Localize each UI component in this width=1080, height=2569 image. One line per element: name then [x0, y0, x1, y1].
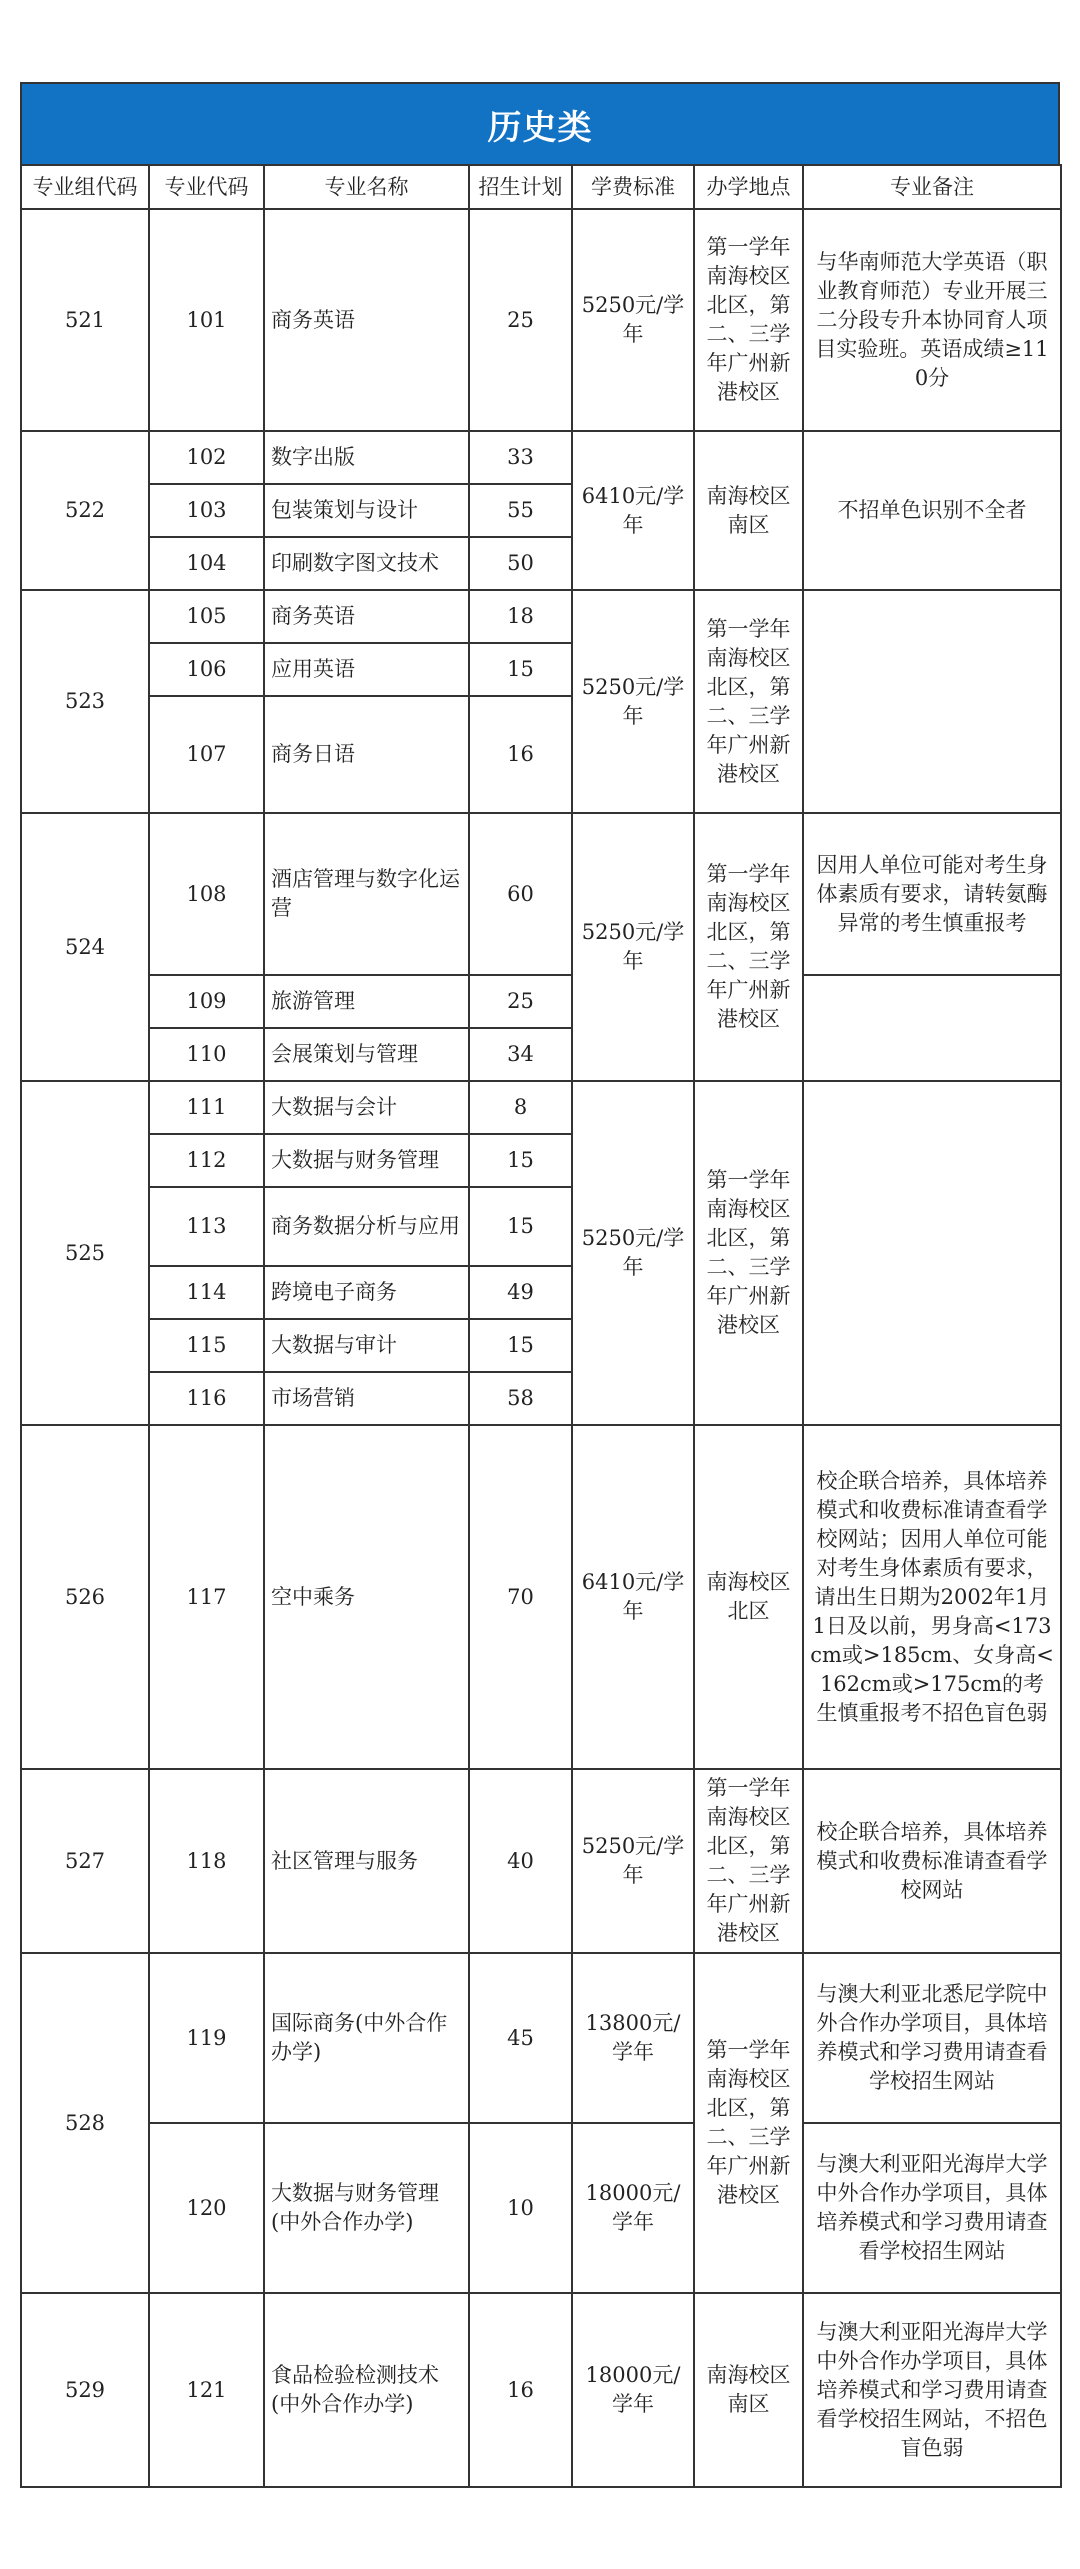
notes-cell: 与华南师范大学英语（职业教育师范）专业开展三二分段专升本协同育人项目实验班。英语成绩≥110分 [803, 209, 1061, 431]
major-name-cell: 大数据与审计 [264, 1319, 469, 1372]
plan-cell: 58 [469, 1372, 572, 1425]
plan-cell: 8 [469, 1081, 572, 1134]
major-code-cell: 116 [149, 1372, 264, 1425]
major-code-cell: 118 [149, 1769, 264, 1953]
group-code-cell: 525 [21, 1081, 149, 1425]
major-code-cell: 112 [149, 1134, 264, 1187]
major-code-cell: 117 [149, 1425, 264, 1769]
group-code-cell: 527 [21, 1769, 149, 1953]
plan-cell: 40 [469, 1769, 572, 1953]
plan-cell: 25 [469, 975, 572, 1028]
table-row [21, 813, 1061, 975]
major-name-cell: 商务日语 [264, 696, 469, 813]
location-cell: 南海校区南区 [694, 431, 803, 590]
major-code-cell: 114 [149, 1266, 264, 1319]
plan-cell: 15 [469, 1134, 572, 1187]
major-code-cell: 101 [149, 209, 264, 431]
major-code-cell: 104 [149, 537, 264, 590]
fee-cell: 18000元/学年 [572, 2293, 694, 2487]
fee-cell: 6410元/学年 [572, 1425, 694, 1769]
fee-cell: 5250元/学年 [572, 209, 694, 431]
major-name-cell: 商务英语 [264, 209, 469, 431]
table-row [21, 209, 1061, 431]
major-code-cell: 108 [149, 813, 264, 975]
header-group-code: 专业组代码 [21, 165, 149, 209]
major-name-cell: 数字出版 [264, 431, 469, 484]
plan-cell: 25 [469, 209, 572, 431]
major-code-cell: 110 [149, 1028, 264, 1081]
major-name-cell: 会展策划与管理 [264, 1028, 469, 1081]
notes-cell [803, 590, 1061, 813]
plan-cell: 16 [469, 2293, 572, 2487]
plan-cell: 55 [469, 484, 572, 537]
plan-cell: 45 [469, 1953, 572, 2123]
table-row [21, 1425, 1061, 1769]
table-title: 历史类 [487, 107, 593, 148]
fee-cell: 5250元/学年 [572, 1769, 694, 1953]
table-row [21, 431, 1061, 484]
header-row [21, 165, 1061, 209]
major-name-cell: 印刷数字图文技术 [264, 537, 469, 590]
notes-cell: 校企联合培养，具体培养模式和收费标准请查看学校网站 [803, 1769, 1061, 1953]
notes-cell: 与澳大利亚阳光海岸大学中外合作办学项目，具体培养模式和学习费用请查看学校招生网站，不招色盲色弱 [803, 2293, 1061, 2487]
major-name-cell: 商务英语 [264, 590, 469, 643]
header-major-code: 专业代码 [149, 165, 264, 209]
major-code-cell: 106 [149, 643, 264, 696]
table-row [21, 590, 1061, 643]
location-cell: 第一学年南海校区北区，第二、三学年广州新港校区 [694, 590, 803, 813]
location-cell: 第一学年南海校区北区，第二、三学年广州新港校区 [694, 813, 803, 1081]
major-name-cell: 旅游管理 [264, 975, 469, 1028]
plan-cell: 70 [469, 1425, 572, 1769]
major-code-cell: 103 [149, 484, 264, 537]
fee-cell: 18000元/学年 [572, 2123, 694, 2293]
major-code-cell: 105 [149, 590, 264, 643]
major-code-cell: 113 [149, 1187, 264, 1266]
header-location: 办学地点 [694, 165, 803, 209]
major-name-cell: 商务数据分析与应用 [264, 1187, 469, 1266]
group-code-cell: 528 [21, 1953, 149, 2293]
major-name-cell: 市场营销 [264, 1372, 469, 1425]
header-notes: 专业备注 [803, 165, 1061, 209]
plan-cell: 15 [469, 1319, 572, 1372]
notes-cell: 因用人单位可能对考生身体素质有要求，请转氨酶异常的考生慎重报考 [803, 813, 1061, 975]
group-code-cell: 521 [21, 209, 149, 431]
plan-cell: 50 [469, 537, 572, 590]
table-row [21, 1081, 1061, 1134]
notes-cell: 与澳大利亚北悉尼学院中外合作办学项目，具体培养模式和学习费用请查看学校招生网站 [803, 1953, 1061, 2123]
major-name-cell: 食品检验检测技术(中外合作办学) [264, 2293, 469, 2487]
plan-cell: 33 [469, 431, 572, 484]
table-body [21, 209, 1061, 2487]
group-code-cell: 523 [21, 590, 149, 813]
notes-cell: 与澳大利亚阳光海岸大学中外合作办学项目，具体培养模式和学习费用请查看学校招生网站 [803, 2123, 1061, 2293]
major-code-cell: 115 [149, 1319, 264, 1372]
major-code-cell: 102 [149, 431, 264, 484]
plan-cell: 18 [469, 590, 572, 643]
admission-table-container [20, 82, 1060, 2488]
table-row [21, 2123, 1061, 2293]
fee-cell: 5250元/学年 [572, 590, 694, 813]
notes-cell [803, 975, 1061, 1081]
major-name-cell: 国际商务(中外合作办学) [264, 1953, 469, 2123]
notes-cell: 不招单色识别不全者 [803, 431, 1061, 590]
major-name-cell: 包装策划与设计 [264, 484, 469, 537]
notes-cell [803, 1081, 1061, 1425]
fee-cell: 5250元/学年 [572, 1081, 694, 1425]
major-code-cell: 119 [149, 1953, 264, 2123]
group-code-cell: 522 [21, 431, 149, 590]
plan-cell: 10 [469, 2123, 572, 2293]
plan-cell: 15 [469, 643, 572, 696]
group-code-cell: 529 [21, 2293, 149, 2487]
location-cell: 南海校区北区 [694, 1425, 803, 1769]
header-plan: 招生计划 [469, 165, 572, 209]
major-name-cell: 跨境电子商务 [264, 1266, 469, 1319]
table-row [21, 975, 1061, 1028]
location-cell: 第一学年南海校区北区，第二、三学年广州新港校区 [694, 209, 803, 431]
fee-cell: 5250元/学年 [572, 813, 694, 1081]
plan-cell: 60 [469, 813, 572, 975]
major-name-cell: 酒店管理与数字化运营 [264, 813, 469, 975]
plan-cell: 34 [469, 1028, 572, 1081]
major-code-cell: 109 [149, 975, 264, 1028]
table-row [21, 1769, 1061, 1953]
major-name-cell: 大数据与财务管理(中外合作办学) [264, 2123, 469, 2293]
plan-cell: 49 [469, 1266, 572, 1319]
table-row [21, 2293, 1061, 2487]
plan-cell: 15 [469, 1187, 572, 1266]
table-title-bar [20, 82, 1060, 164]
location-cell: 南海校区南区 [694, 2293, 803, 2487]
major-name-cell: 应用英语 [264, 643, 469, 696]
major-code-cell: 120 [149, 2123, 264, 2293]
major-code-cell: 107 [149, 696, 264, 813]
location-cell: 第一学年南海校区北区，第二、三学年广州新港校区 [694, 1953, 803, 2293]
location-cell: 第一学年南海校区北区，第二、三学年广州新港校区 [694, 1081, 803, 1425]
major-code-cell: 111 [149, 1081, 264, 1134]
header-fee: 学费标准 [572, 165, 694, 209]
fee-cell: 6410元/学年 [572, 431, 694, 590]
major-name-cell: 大数据与财务管理 [264, 1134, 469, 1187]
header-major-name: 专业名称 [264, 165, 469, 209]
location-cell: 第一学年南海校区北区，第二、三学年广州新港校区 [694, 1769, 803, 1953]
table-row [21, 1953, 1061, 2123]
notes-cell: 校企联合培养，具体培养模式和收费标准请查看学校网站；因用人单位可能对考生身体素质有要求，请出生日期为2002年1月1日及以前，男身高<173cm或>185cm、女身高<162cm或>175cm的考生慎重报考不招色盲色弱 [803, 1425, 1061, 1769]
major-name-cell: 社区管理与服务 [264, 1769, 469, 1953]
fee-cell: 13800元/学年 [572, 1953, 694, 2123]
major-code-cell: 121 [149, 2293, 264, 2487]
major-name-cell: 空中乘务 [264, 1425, 469, 1769]
group-code-cell: 524 [21, 813, 149, 1081]
group-code-cell: 526 [21, 1425, 149, 1769]
admission-table [20, 164, 1062, 2488]
plan-cell: 16 [469, 696, 572, 813]
major-name-cell: 大数据与会计 [264, 1081, 469, 1134]
